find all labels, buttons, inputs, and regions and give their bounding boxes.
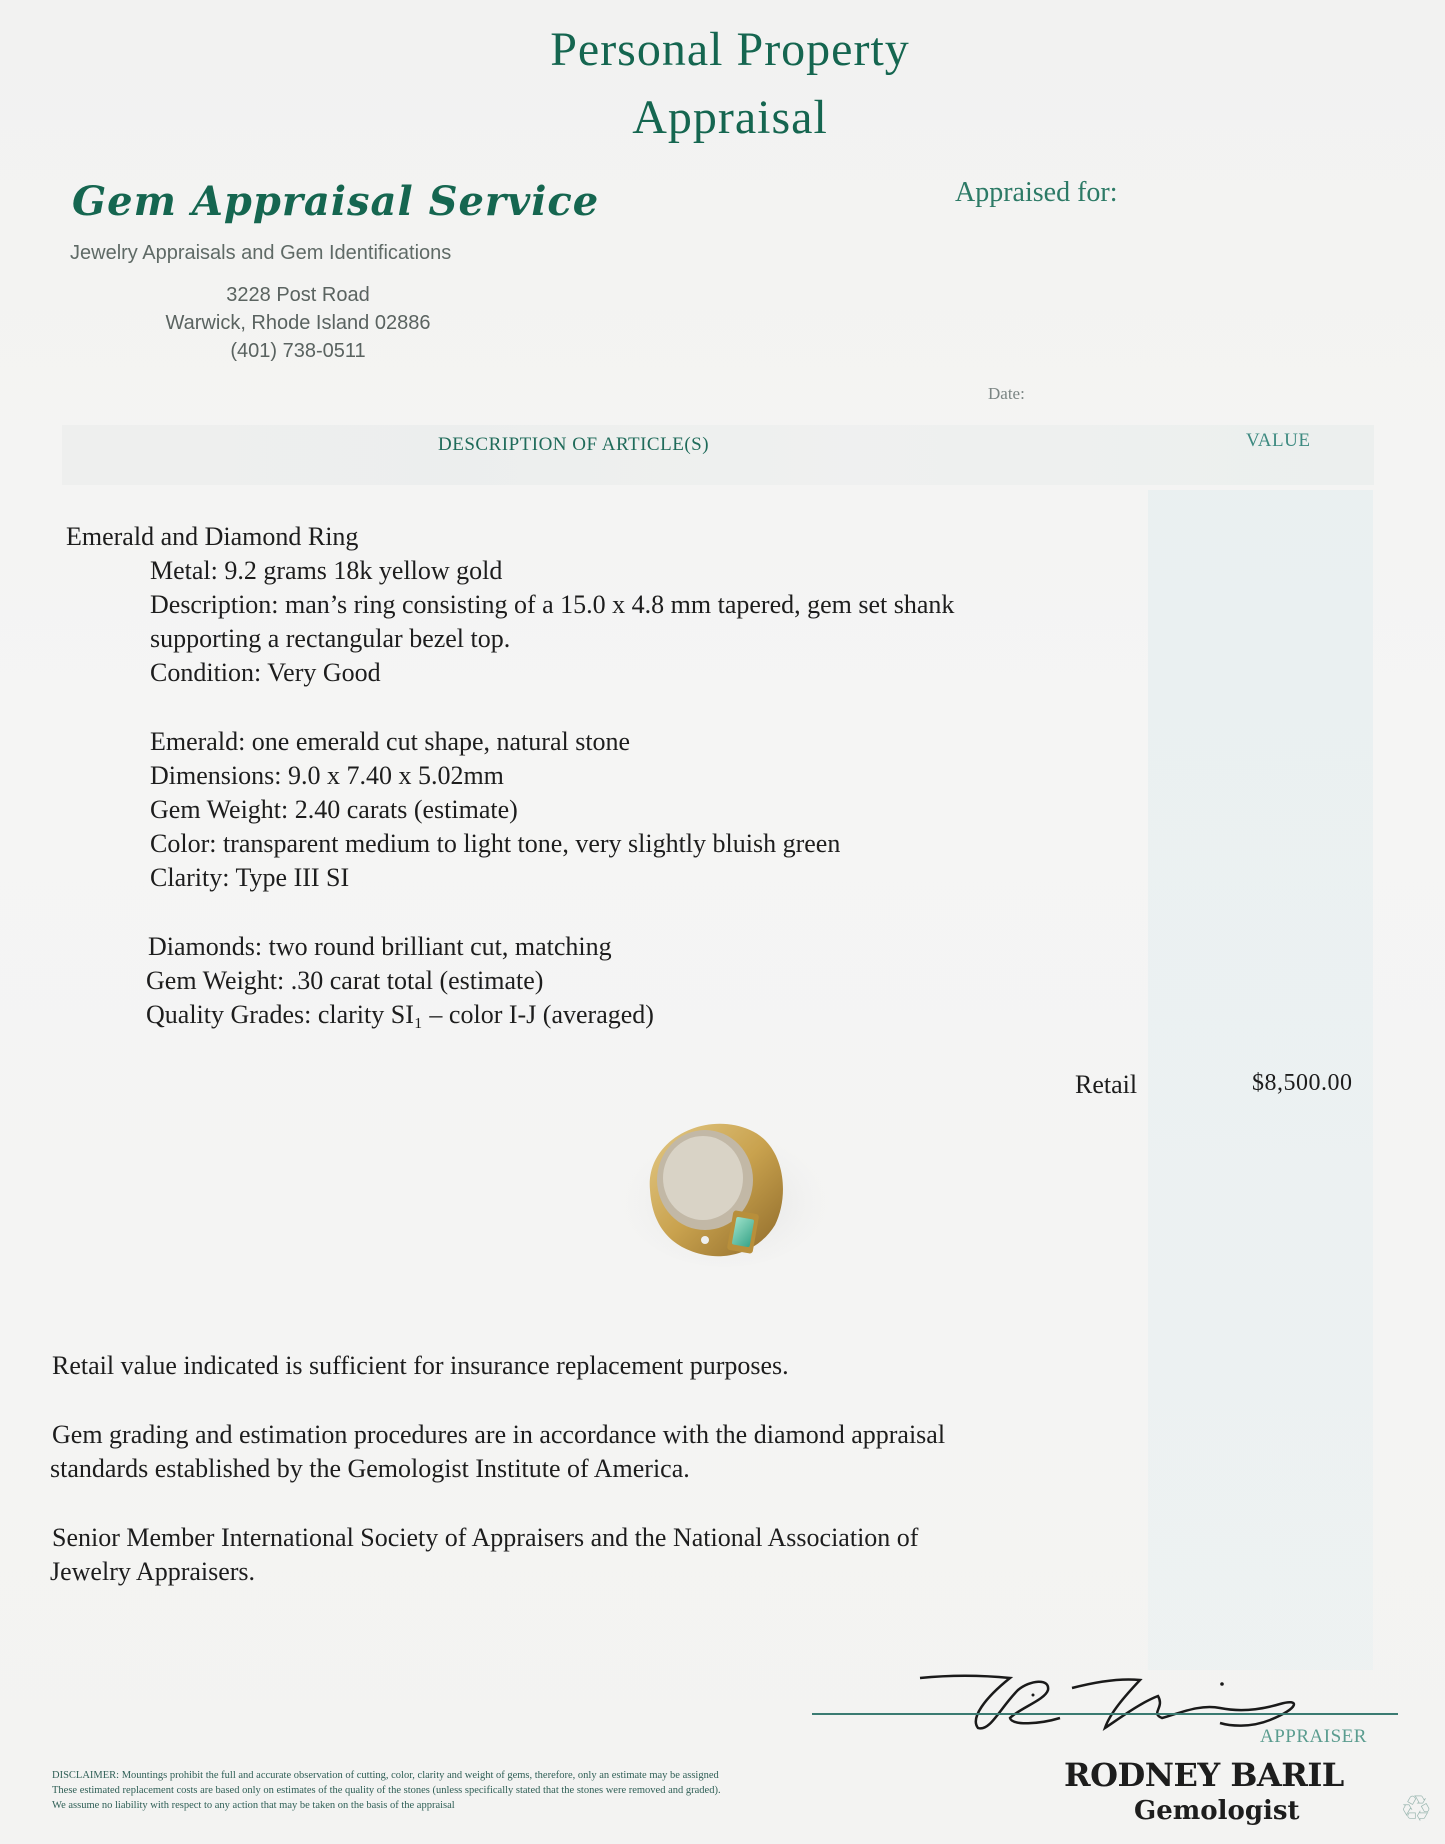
signature-line: [812, 1713, 1398, 1715]
ring-detail-condition: Condition: Very Good: [150, 658, 381, 687]
retail-label: Retail: [1075, 1070, 1138, 1099]
table-header-band: [62, 425, 1374, 485]
appraiser-label: APPRAISER: [1260, 1726, 1367, 1747]
description-column-header: DESCRIPTION OF ARTICLE(S): [438, 434, 710, 455]
document-title-line2: Appraisal: [632, 91, 828, 144]
ring-detail-metal: Metal: 9.2 grams 18k yellow gold: [150, 556, 503, 585]
grading-note-line2: standards established by the Gemologist Institute of America.: [50, 1454, 690, 1483]
disclaimer: [52, 1768, 721, 1813]
emerald-detail-color: Color: transparent medium to light tone, very slightly bluish green: [150, 829, 841, 858]
value-column-header: VALUE: [1246, 430, 1311, 451]
ring-image-icon: [610, 1100, 830, 1270]
disclaimer-line3: We assume no liability with respect to any action that may be taken on the basis of the appraisal: [52, 1800, 455, 1811]
retail-value-note: Retail value indicated is sufficient for insurance replacement purposes.: [52, 1351, 789, 1380]
retail-value: $8,500.00: [1252, 1070, 1353, 1096]
ring-photo: [610, 1100, 830, 1270]
disclaimer-line1: DISCLAIMER: Mountings prohibit the full and accurate observation of cutting, color, clarity and weight of gems, therefore, only an estimate may be assigned: [52, 1770, 719, 1781]
appraiser-name: RODNEY BARIL: [1064, 1756, 1344, 1794]
article-title: Emerald and Diamond Ring: [66, 522, 359, 551]
diamond-detail-grades: Quality Grades: clarity SI₁ – color I-J (averaged): [146, 1000, 654, 1029]
appraiser-title: Gemologist: [1134, 1796, 1300, 1826]
emerald-detail-weight: Gem Weight: 2.40 carats (estimate): [150, 795, 518, 824]
grading-note-line1: Gem grading and estimation procedures are in accordance with the diamond appraisal: [52, 1420, 946, 1449]
recycle-icon: ♲: [1400, 1789, 1433, 1829]
diamond-detail-type: Diamonds: two round brilliant cut, matching: [148, 932, 612, 961]
emerald-detail-clarity: Clarity: Type III SI: [150, 863, 350, 892]
company-address-line2: Warwick, Rhode Island 02886: [165, 312, 431, 334]
company-name: Gem Appraisal Service: [72, 178, 600, 225]
membership-note-line2: Jewelry Appraisers.: [50, 1557, 256, 1586]
membership-note-line1: Senior Member International Society of Appraisers and the National Association of: [52, 1523, 919, 1552]
ring-detail-description: Description: man’s ring consisting of a 15.0 x 4.8 mm tapered, gem set shank: [150, 590, 955, 619]
company-tagline: Jewelry Appraisals and Gem Identifications: [70, 242, 452, 264]
ring-detail-description-cont: supporting a rectangular bezel top.: [150, 624, 511, 653]
document-title-line1: Personal Property: [550, 23, 910, 76]
emerald-detail-type: Emerald: one emerald cut shape, natural stone: [150, 727, 631, 756]
disclaimer-line2: These estimated replacement costs are based only on estimates of the quality of the stones (unless specifically stated that the stones were removed and graded).: [52, 1785, 721, 1796]
diamond-detail-weight: Gem Weight: .30 carat total (estimate): [146, 966, 544, 995]
appraised-for-label: Appraised for:: [955, 177, 1118, 208]
company-phone: (401) 738-0511: [230, 340, 366, 362]
date-label: Date:: [988, 384, 1025, 403]
company-address-line1: 3228 Post Road: [226, 284, 370, 306]
emerald-detail-dimensions: Dimensions: 9.0 x 7.40 x 5.02mm: [150, 761, 504, 790]
